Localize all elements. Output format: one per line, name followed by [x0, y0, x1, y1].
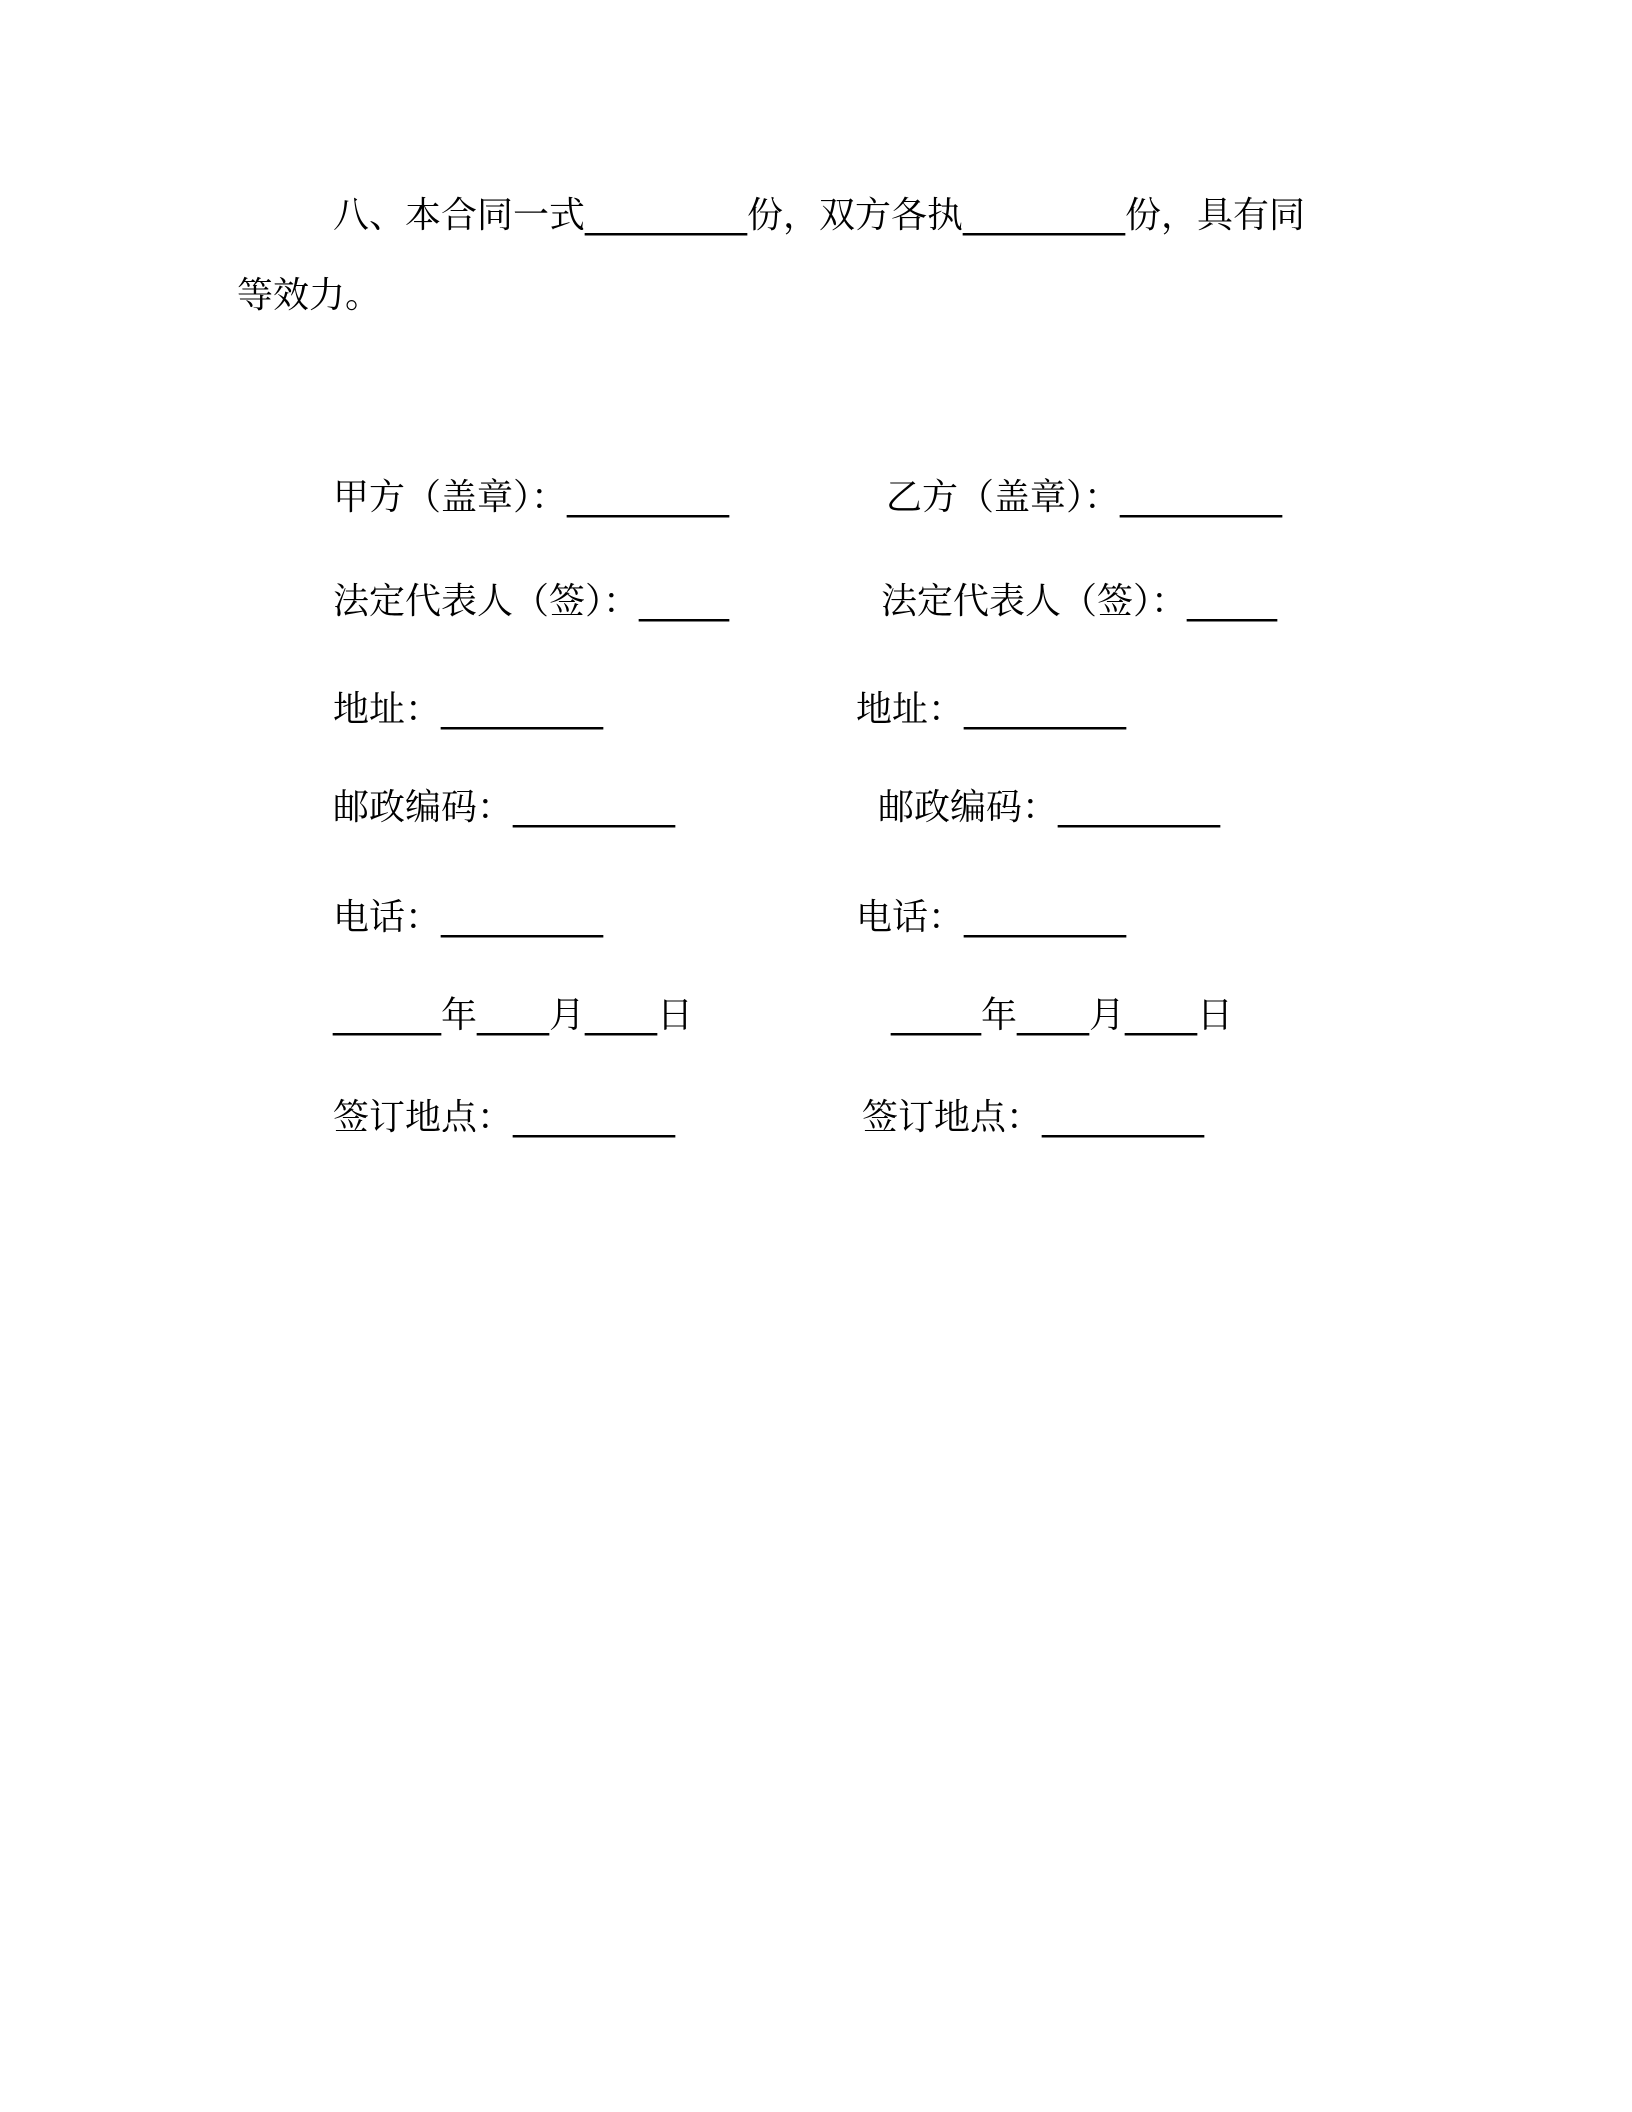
- party-b-date: _____年____月____日: [891, 995, 1233, 1036]
- party-a-postal-code: 邮政编码：_________: [333, 787, 676, 828]
- clause-line-2: 等效力。: [237, 275, 382, 316]
- party-a-date: ______年____月____日: [333, 995, 693, 1036]
- party-a-seal: 甲方（盖章）：_________: [333, 477, 730, 518]
- party-a-representative: 法定代表人（签）：_____: [333, 581, 730, 622]
- party-b-phone: 电话：_________: [856, 897, 1127, 938]
- party-b-postal-code: 邮政编码：_________: [878, 787, 1221, 828]
- party-a-address: 地址：_________: [333, 689, 604, 730]
- party-b-representative: 法定代表人（签）：_____: [881, 581, 1278, 622]
- party-a-phone: 电话：_________: [333, 897, 604, 938]
- clause-line-1: 八、本合同一式_________份，双方各执_________份，具有同: [333, 195, 1306, 236]
- party-b-address: 地址：_________: [856, 689, 1127, 730]
- party-b-signing-place: 签订地点：_________: [862, 1097, 1205, 1138]
- party-b-seal: 乙方（盖章）：_________: [886, 477, 1283, 518]
- party-a-signing-place: 签订地点：_________: [333, 1097, 676, 1138]
